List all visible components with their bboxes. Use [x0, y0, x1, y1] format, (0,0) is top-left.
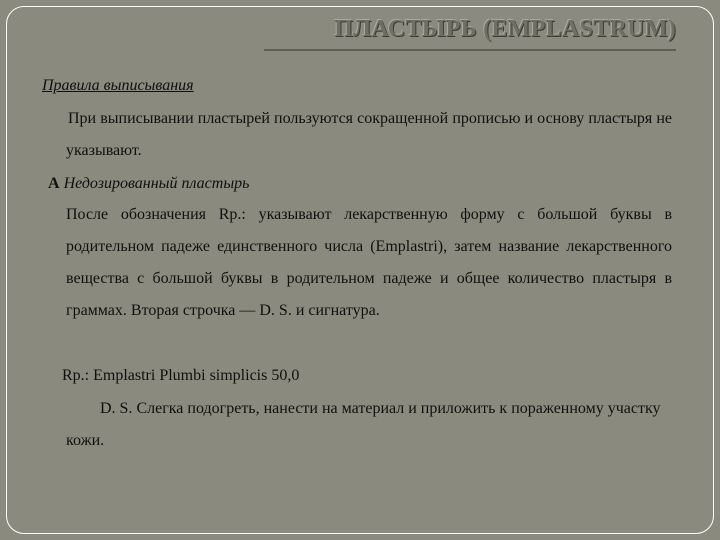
section-letter: А	[48, 175, 60, 192]
rules-heading[interactable]: Правила выписывания	[42, 77, 194, 94]
signature-paragraph: D. S. Слегка подогреть, нанести на материал и приложить к пораженному участку кожи.	[66, 400, 661, 449]
title-underline	[264, 49, 676, 51]
section-title: Недозированный пластырь	[63, 175, 250, 192]
recipe-line: Rp.: Emplastri Plumbi simplicis 50,0	[62, 367, 300, 384]
intro-paragraph: При выписывании пластырей пользуются сокращенной прописью и основу пластыря не указывают.	[66, 110, 672, 159]
section-paragraph: После обозначения Rp.: указывают лекарственную форму с большой буквы в родительном падеже единственного числа (Emplastri), затем название лекарственного вещества с большой буквы в родительном падеже и общее количество пластыря в граммах. Вторая строчка — D. S. и сигнатура.	[66, 206, 672, 319]
slide-title: ПЛАСТЫРЬ (EMPLASTRUM)	[334, 16, 676, 42]
section-heading	[48, 168, 249, 200]
